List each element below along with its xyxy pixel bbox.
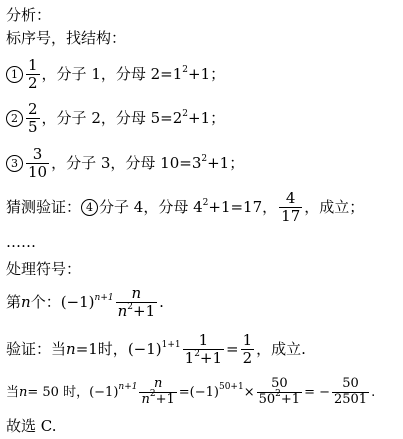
verify-n1: 验证：当n=1时，$(-1)^{1+1}$ $\frac{1}{1^2+1}$ = $\frac{1}{2}$ ，成立.	[6, 331, 306, 368]
verify-fraction: $\frac{1}{1^2+1}$	[184, 331, 223, 368]
fraction-2: $\frac{2}{5}$	[28, 100, 38, 137]
n50-fraction-2: $\frac{50}{50^2+1}$	[258, 376, 301, 407]
circled-number-1: 1	[6, 66, 23, 83]
circled-number-2: 2	[6, 110, 23, 127]
ellipsis: ……	[6, 233, 36, 251]
nth-term: 第n个：$(-1)^{n+1}$ $\frac{n}{n^2+1}$ .	[6, 284, 164, 321]
item-1: 1 $\frac{1}{2}$ ，分子 1，分母 $2=1^2+1$；	[6, 57, 225, 93]
verify-result-fraction: $\frac{1}{2}$	[242, 331, 253, 368]
n50-calc: 当n= 50 时，$(-1)^{n+1}$ $\frac{n}{n^2+1}$ $=(-1)^{50+1}\times$ $\frac{50}{50^2+1}$ = − $\frac{50}{2501}$ .	[6, 376, 376, 407]
item-2: 2 $\frac{2}{5}$ ，分子 2，分母 $5=2^2+1$；	[6, 101, 225, 137]
heading: 分析：	[6, 6, 52, 24]
n50-result-fraction: $\frac{50}{2501}$	[333, 376, 368, 407]
n50-fraction: $\frac{n}{n^2+1}$	[141, 376, 175, 407]
guess-verify: 猜测验证： 4 分子 4，分母 $4^2+1=17$， $\frac{4}{17}$ ，成立；	[6, 189, 365, 226]
step-structure: 标序号，找结构：	[6, 29, 127, 47]
circled-number-4: 4	[81, 199, 98, 216]
item-3: 3 $\frac{3}{10}$ ，分子 3，分母 $10=3^2+1$；	[6, 146, 244, 182]
sign-heading: 处理符号：	[6, 260, 82, 278]
circled-number-3: 3	[6, 155, 23, 172]
answer: 故选 C.	[6, 417, 57, 435]
nth-fraction: $\frac{n}{n^2+1}$	[117, 284, 156, 321]
fraction-4: $\frac{4}{17}$	[281, 189, 301, 226]
fraction-1: $\frac{1}{2}$	[28, 56, 38, 93]
fraction-3: $\frac{3}{10}$	[28, 145, 48, 182]
